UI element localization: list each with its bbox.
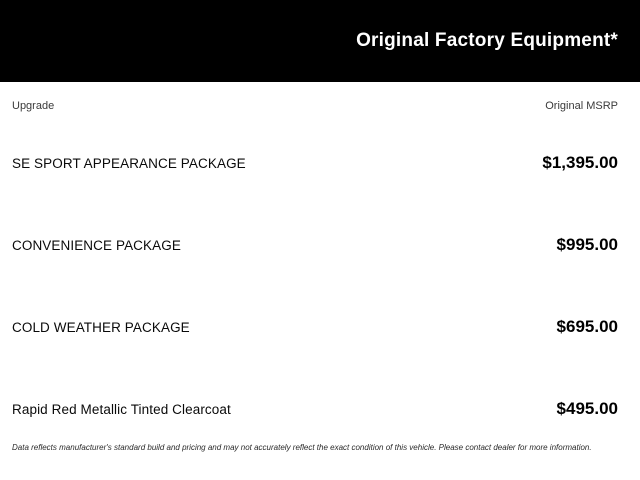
equipment-table — [0, 122, 640, 450]
table-row — [0, 368, 640, 450]
row-price: $1,395.00 — [542, 153, 618, 172]
row-price: $695.00 — [556, 317, 618, 336]
column-header-upgrade: Upgrade — [12, 100, 55, 112]
row-label: SE SPORT APPEARANCE PACKAGE — [12, 155, 246, 171]
page-header — [0, 0, 640, 82]
row-label: Rapid Red Metallic Tinted Clearcoat — [12, 401, 231, 417]
table-row — [0, 286, 640, 368]
row-label: CONVENIENCE PACKAGE — [12, 237, 181, 253]
column-header-msrp: Original MSRP — [545, 100, 618, 112]
table-row — [0, 122, 640, 204]
page-title: Original Factory Equipment* — [356, 29, 618, 51]
row-label: COLD WEATHER PACKAGE — [12, 319, 190, 335]
table-row — [0, 204, 640, 286]
disclaimer-text: Data reflects manufacturer's standard build and pricing and may not accurately reflect the exact condition of this vehicle. Please contact dealer for more information. — [12, 443, 592, 452]
row-price: $495.00 — [556, 399, 618, 418]
row-price: $995.00 — [556, 235, 618, 254]
table-column-headers — [0, 82, 640, 112]
